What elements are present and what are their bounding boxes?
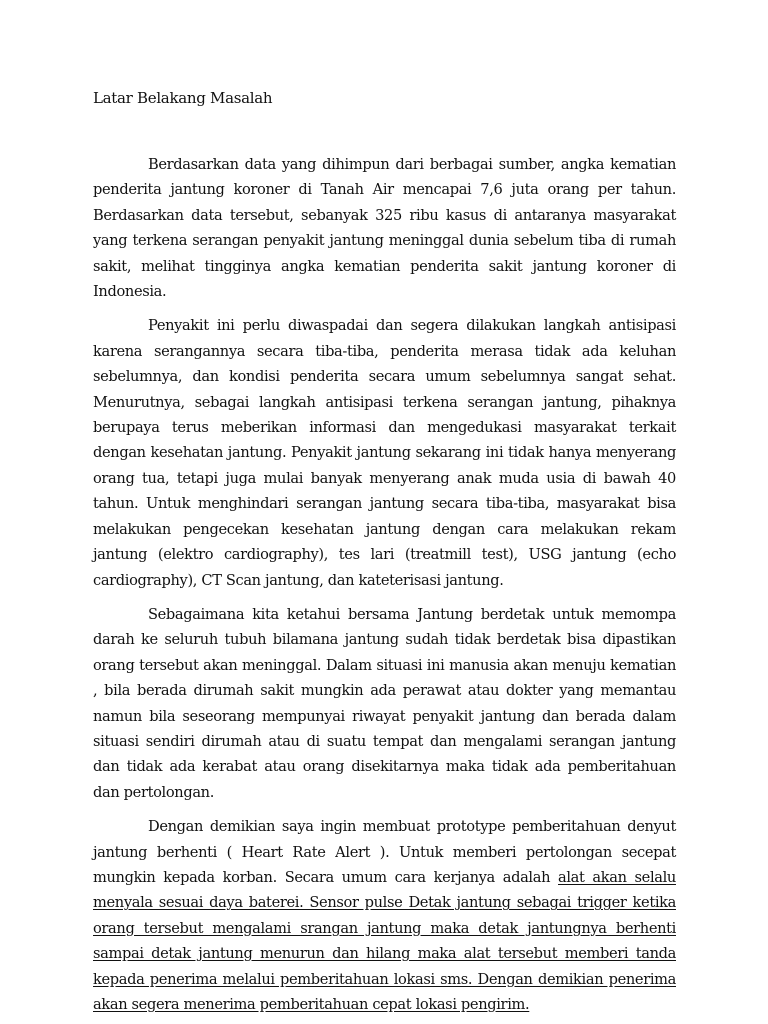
paragraph-prevention: Penyakit ini perlu diwaspadai dan segera dilakukan langkah antisipasi karena serangannya secara tiba-tiba, penderita merasa tidak ada keluhan sebelumnya, dan kondisi penderita secara umum sebelumnya sangat sehat. Menurutnya, sebagai langkah antisipasi terkena serangan jantung, pihaknya berupaya terus meberikan informasi dan mengedukasi masyarakat terkait dengan kesehatan jantung. Penyakit jantung sekarang ini tidak hanya menyerang orang tua, tetapi juga mulai banyak menyerang anak muda usia di bawah 40 tahun. Untuk menghindari serangan jantung secara tiba-tiba, masyarakat bisa melakukan pengecekan kesehatan jantung dengan cara melakukan rekam jantung (elektro cardiography), tes lari (treatmill test), USG jantung (echo cardiography), CT Scan jantung, dan kateterisasi jantung.	[93, 317, 676, 589]
paragraph-mortality-data: Berdasarkan data yang dihimpun dari berbagai sumber, angka kematian penderita jantung koroner di Tanah Air mencapai 7,6 juta orang per tahun. Berdasarkan data tersebut, sebanyak 325 ribu kasus di antaranya masyarakat yang terkena serangan penyakit jantung meninggal dunia sebelum tiba di rumah sakit, melihat tingginya angka kematian penderita sakit jantung koroner di Indonesia.	[93, 156, 676, 301]
prototype-mechanism-text: alat akan selalu menyala sesuai daya baterei. Sensor pulse Detak jantung sebagai trigger ketika orang tersebut mengalami srangan jantung maka detak jantungnya berhenti sampai detak jantung menurun dan hilang maka alat tersebut memberi tanda kepada penerima melalui pemberitahuan lokasi sms. Dengan demikian penerima akan segera menerima pemberitahuan cepat lokasi pengirim.	[93, 868, 676, 1013]
prototype-intro-text: Dengan demikian saya ingin membuat prototype pemberitahuan denyut jantung berhenti ( Heart Rate Alert ). Untuk memberi pertolongan secepat mungkin kepada korban. Secara umum cara kerjanya adalah	[93, 818, 676, 886]
document-body	[93, 152, 676, 1017]
document-heading: Latar Belakang Masalah	[93, 89, 273, 107]
paragraph-prototype-proposal	[93, 814, 676, 1017]
paragraph-heart-function: Sebagaimana kita ketahui bersama Jantung berdetak untuk memompa darah ke seluruh tubuh bilamana jantung sudah tidak berdetak bisa dipastikan orang tersebut akan meninggal. Dalam situasi ini manusia akan menuju kematian , bila berada dirumah sakit mungkin ada perawat atau dokter yang memantau namun bila seseorang mempunyai riwayat penyakit jantung dan berada dalam situasi sendiri dirumah atau di suatu tempat dan mengalami serangan jantung dan tidak ada kerabat atau orang disekitarnya maka tidak ada pemberitahuan dan pertolongan.	[93, 605, 676, 801]
